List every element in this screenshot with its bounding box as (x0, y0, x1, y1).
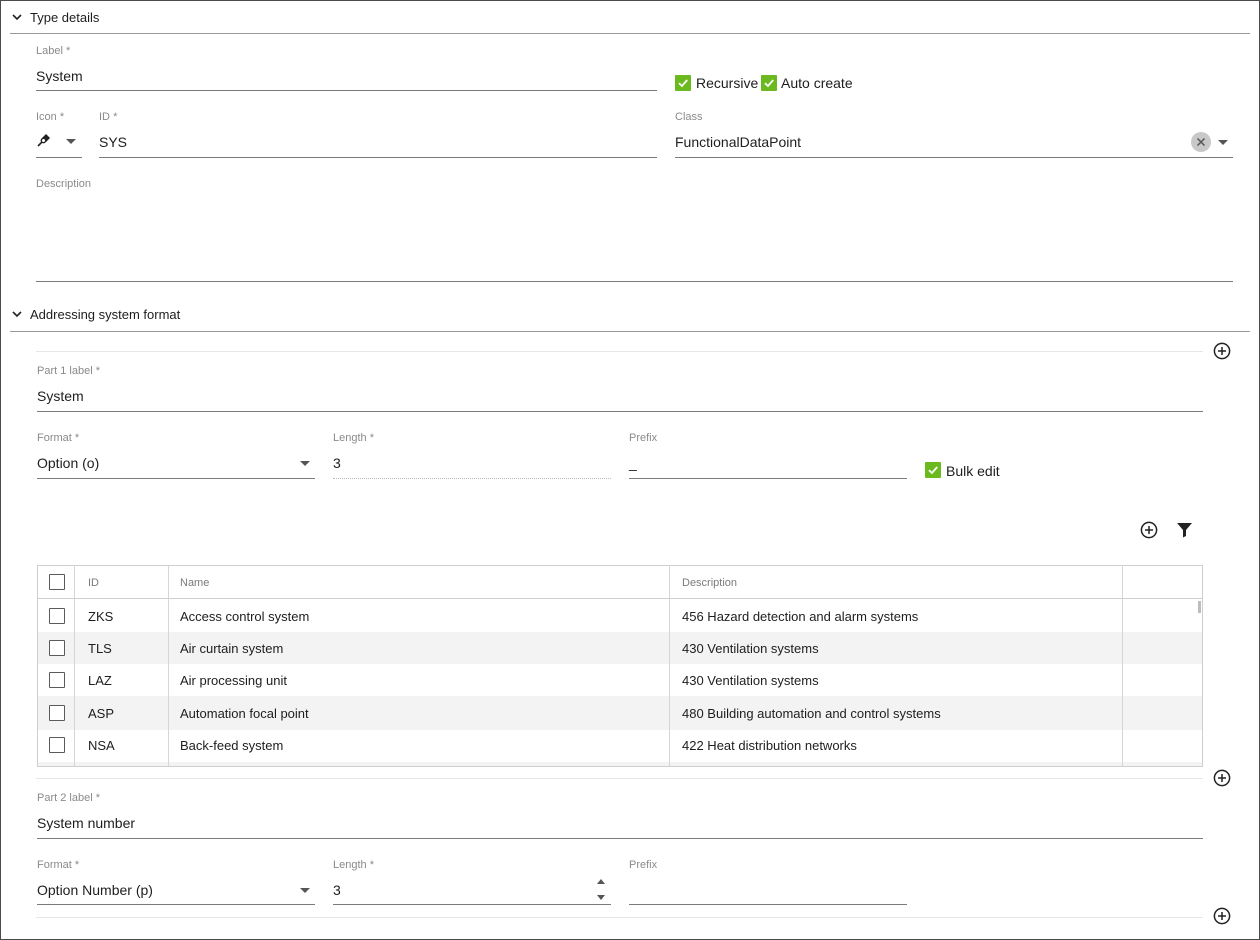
row-description: 480 Building automation and control systems (682, 705, 941, 721)
part2-format-label: Format * (37, 859, 80, 871)
table-row[interactable] (38, 664, 1202, 696)
row-description: 430 Ventilation systems (682, 672, 819, 688)
stepper-up-icon (597, 879, 605, 884)
check-icon (677, 77, 689, 89)
bulk-edit-label: Bulk edit (946, 463, 1000, 479)
table-row[interactable] (38, 730, 1202, 762)
column-header-name[interactable]: Name (180, 576, 210, 589)
part2-label-input[interactable]: System number (37, 815, 136, 831)
part1-format-select[interactable]: Option (o) (37, 455, 100, 471)
part1-prefix-underline (629, 478, 907, 479)
auto-create-label: Auto create (781, 75, 853, 91)
label-input-underline (36, 90, 657, 91)
add-part-button[interactable] (1213, 342, 1231, 360)
id-field-label: ID * (99, 111, 118, 123)
description-textarea[interactable] (36, 196, 1233, 280)
class-select[interactable]: FunctionalDataPoint (675, 134, 802, 150)
table-row[interactable] (38, 600, 1202, 632)
filter-button[interactable] (1176, 522, 1193, 538)
part1-label-input[interactable]: System (37, 388, 84, 404)
addressing-format-title: Addressing system format (30, 306, 181, 322)
part2-length-input[interactable]: 3 (333, 882, 341, 898)
row-id: LAZ (88, 672, 112, 688)
part2-prefix-underline (629, 904, 907, 905)
table-scrollbar[interactable] (1198, 601, 1201, 613)
chevron-down-icon (10, 307, 24, 321)
row-id: TLS (88, 640, 112, 656)
part2-format-underline (37, 904, 315, 905)
filter-icon (1176, 522, 1193, 538)
part1-length-input: 3 (333, 455, 341, 471)
column-divider (669, 566, 670, 767)
table-row[interactable] (38, 632, 1202, 664)
row-description: 456 Hazard detection and alarm systems (682, 608, 919, 624)
length-stepper[interactable] (596, 876, 606, 904)
part2-label-underline (37, 838, 1203, 839)
clear-class-button[interactable] (1191, 132, 1211, 152)
part1-label-underline (37, 411, 1203, 412)
row-name: Back-feed system (180, 737, 284, 753)
part-separator (36, 917, 1203, 918)
row-id: ZKS (88, 608, 114, 624)
part2-format-select[interactable]: Option Number (p) (37, 882, 153, 898)
part1-label-field-label: Part 1 label * (37, 365, 100, 377)
table-row-partial (38, 762, 1202, 767)
part-separator (36, 778, 1203, 779)
close-icon (1196, 137, 1206, 147)
part2-length-underline (333, 904, 611, 905)
part2-prefix-label: Prefix (629, 859, 658, 871)
recursive-label: Recursive (696, 75, 759, 91)
class-select-underline (675, 157, 1233, 158)
row-description: 430 Ventilation systems (682, 640, 819, 656)
row-description: 422 Heat distribution networks (682, 737, 857, 753)
icon-select-underline (36, 157, 82, 158)
part1-format-dropdown-arrow-icon[interactable] (300, 461, 310, 466)
description-underline (36, 281, 1233, 282)
column-header-id[interactable]: ID (88, 576, 99, 589)
bulk-edit-checkbox[interactable] (925, 462, 941, 478)
part1-prefix-label: Prefix (629, 432, 658, 444)
add-row-button[interactable] (1140, 521, 1158, 539)
section-divider (10, 33, 1250, 34)
row-checkbox[interactable] (49, 608, 65, 624)
add-part-button[interactable] (1213, 907, 1231, 925)
type-details-title: Type details (30, 9, 100, 25)
part2-format-dropdown-arrow-icon[interactable] (300, 888, 310, 893)
row-name: Access control system (180, 608, 310, 624)
add-circle-icon (1213, 907, 1231, 925)
row-checkbox[interactable] (49, 672, 65, 688)
addressing-format-header[interactable] (10, 304, 180, 324)
row-name: Air processing unit (180, 672, 287, 688)
part1-format-label: Format * (37, 432, 80, 444)
add-circle-icon (1140, 521, 1158, 539)
label-field-label: Label * (36, 45, 71, 57)
column-divider (1122, 566, 1123, 767)
id-input[interactable]: SYS (99, 134, 128, 150)
column-header-description[interactable]: Description (682, 576, 738, 589)
part2-label-field-label: Part 2 label * (37, 792, 100, 804)
icon-dropdown-arrow-icon[interactable] (66, 139, 76, 144)
row-checkbox[interactable] (49, 705, 65, 721)
part2-length-label: Length * (333, 859, 374, 871)
auto-create-checkbox[interactable] (761, 75, 777, 91)
recursive-checkbox[interactable] (675, 75, 691, 91)
pen-tool-icon (36, 132, 52, 148)
part1-prefix-input[interactable]: _ (629, 455, 637, 471)
part1-length-underline (333, 478, 611, 479)
row-name: Air curtain system (180, 640, 284, 656)
icon-field-label: Icon * (36, 111, 65, 123)
section-divider (10, 331, 1250, 332)
stepper-down-icon (597, 895, 605, 900)
column-divider (74, 566, 75, 767)
part1-format-underline (37, 478, 315, 479)
select-all-checkbox[interactable] (49, 574, 65, 590)
column-divider (168, 566, 169, 767)
row-checkbox[interactable] (49, 737, 65, 753)
check-icon (927, 464, 939, 476)
chevron-down-icon (10, 10, 24, 24)
options-table (37, 565, 1203, 767)
description-field-label: Description (36, 178, 92, 190)
part1-length-label: Length * (333, 432, 374, 444)
label-input[interactable]: System (36, 68, 83, 84)
row-name: Automation focal point (180, 705, 309, 721)
add-part-button[interactable] (1213, 769, 1231, 787)
class-field-label: Class (675, 111, 703, 123)
id-input-underline (99, 157, 657, 158)
check-icon (763, 77, 775, 89)
table-row[interactable] (38, 696, 1202, 730)
part-separator (36, 351, 1203, 352)
type-details-header[interactable] (10, 7, 99, 27)
add-circle-icon (1213, 342, 1231, 360)
row-id: NSA (88, 737, 115, 753)
class-dropdown-arrow-icon[interactable] (1218, 140, 1228, 145)
add-circle-icon (1213, 769, 1231, 787)
table-header (38, 566, 1202, 599)
row-checkbox[interactable] (49, 640, 65, 656)
row-id: ASP (88, 705, 115, 721)
